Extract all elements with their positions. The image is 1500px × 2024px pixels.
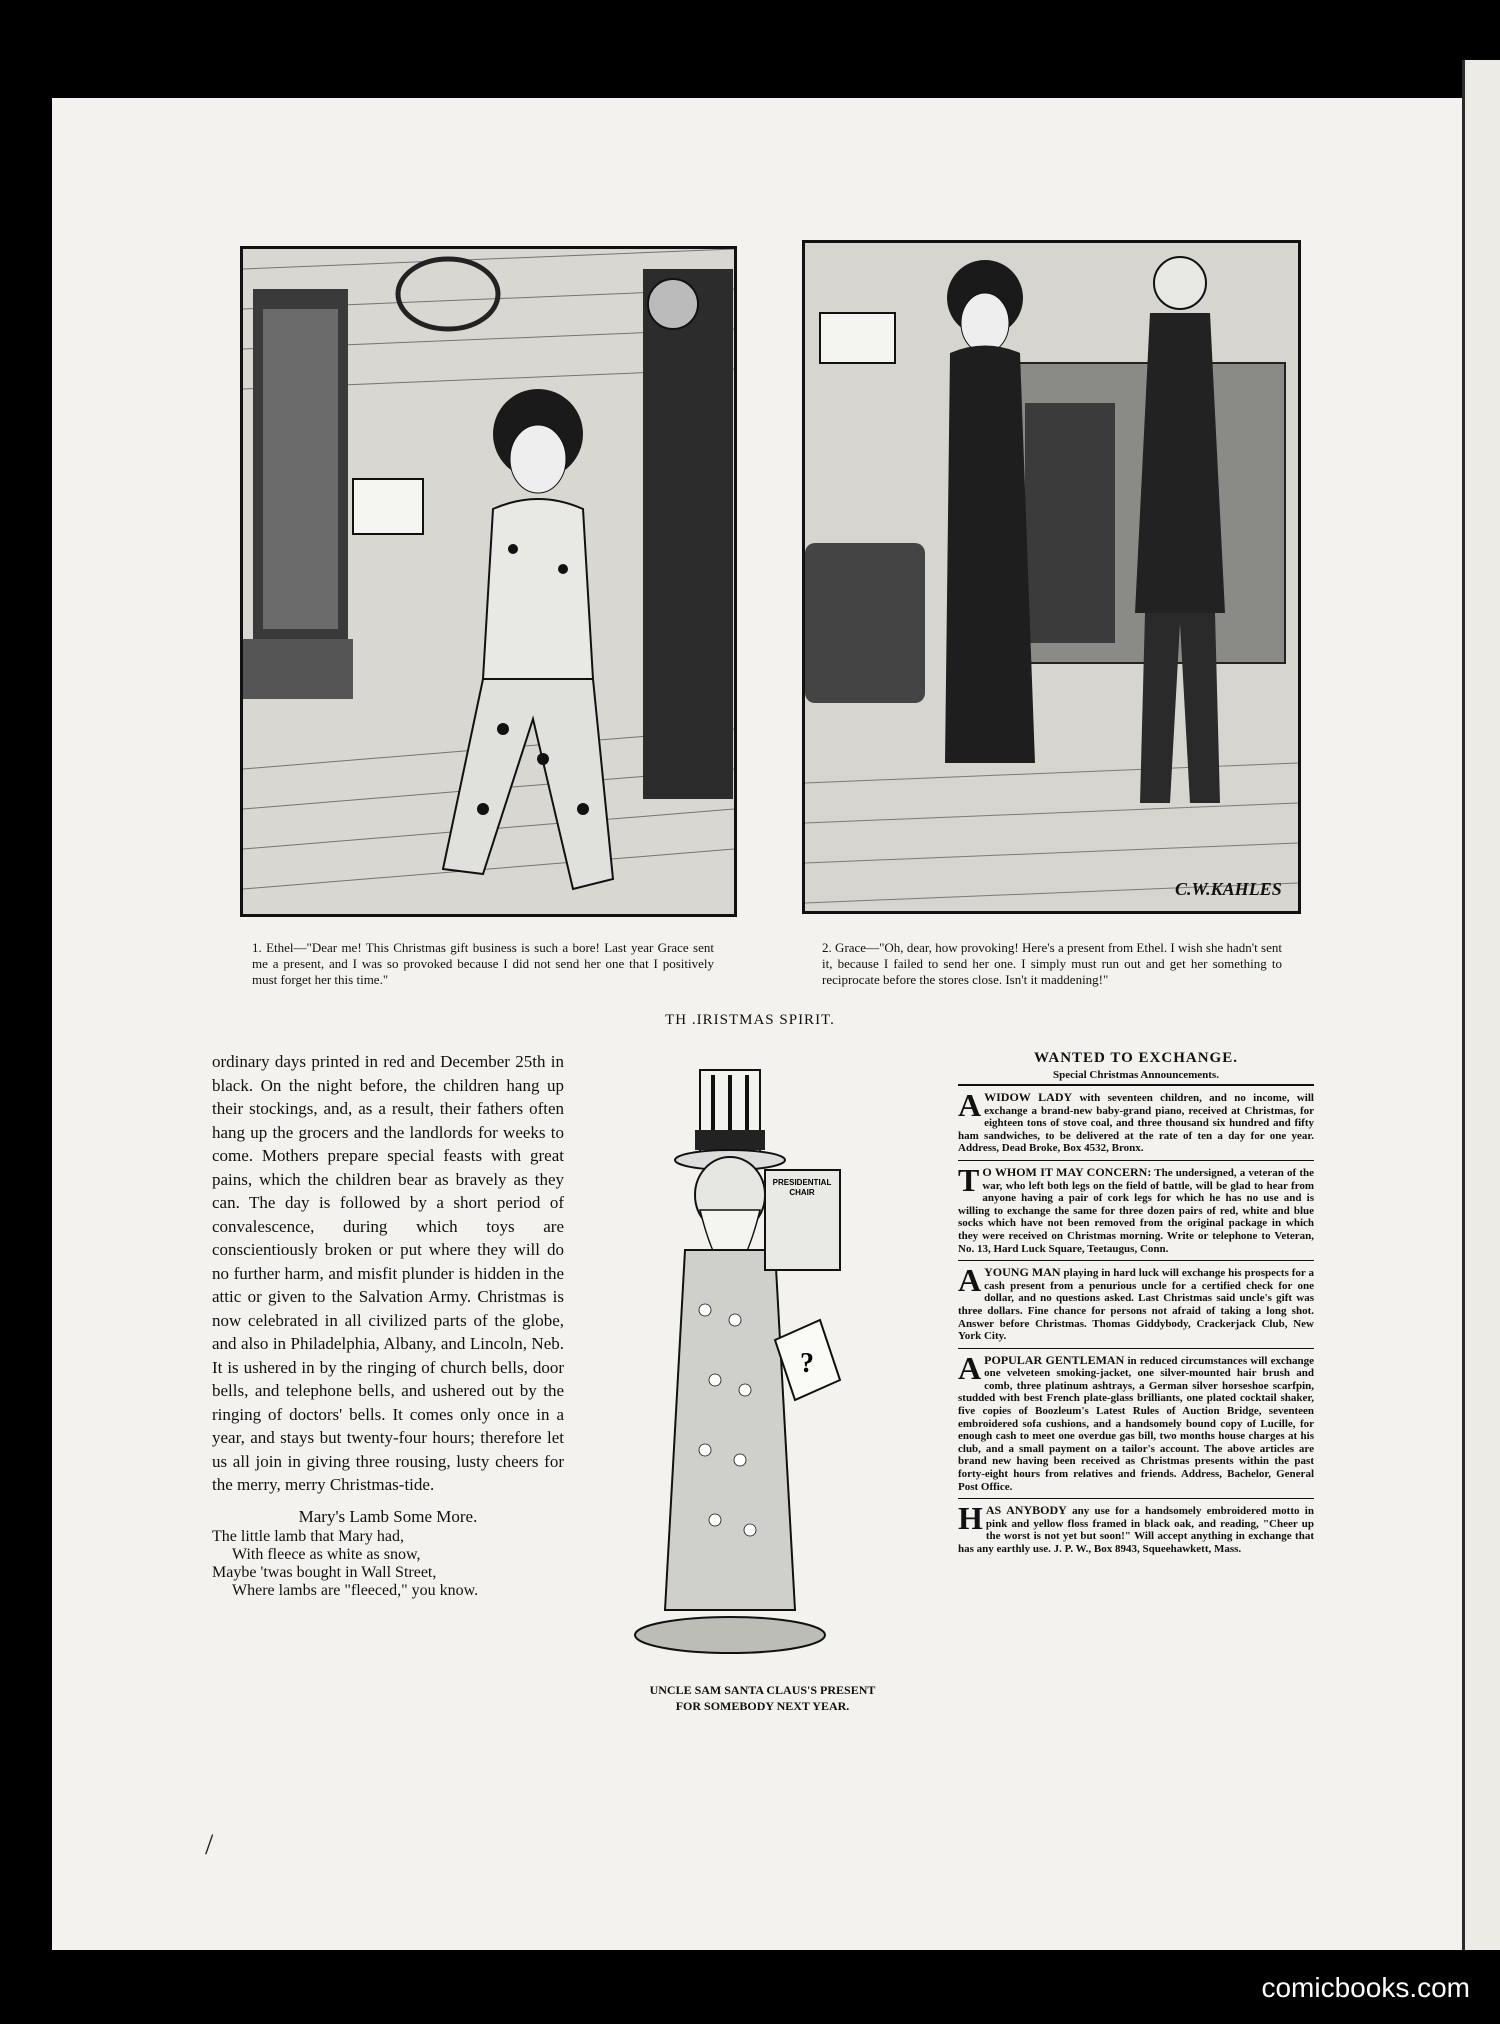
panel-2-illustration [802, 240, 1301, 914]
ad-item [958, 1161, 1314, 1261]
panel-1-caption-text: 1. Ethel—"Dear me! This Christmas gift business is such a bore! Last year Grace sent me a present, and I was so provoked because I did not send her one that I positively must forget her this time." [252, 940, 714, 987]
ad-lead: POPULAR GENTLEMAN [984, 1352, 1125, 1367]
chair-label-line-2: CHAIR [789, 1188, 815, 1197]
ad-dropcap: H [958, 1500, 983, 1537]
uncle-sam-drawing [625, 1050, 895, 1660]
ad-text: in reduced circumstances will exchange one velveteen smoking-jacket, one silver-mounted hair brush and comb, three platinum ashtrays, a German silver horseshoe scarfpin, studded with best French plate-glass brilliants, one plated cocktail shaker, five copies of Boozleum's Latest Rules of Auction Bridge, seventeen embroidered sofa cushions, and a handsomely bound copy of Lucille, for enough cash to meet one overdue gas bill, two months house charges at his club, and a small payment on a tailor's account. The above articles are brand new having been received as Christmas presents within the past forty-eight hours from relatives and friends. Address, Bachelor, General Post Office. [958, 1354, 1314, 1493]
ad-lead: YOUNG MAN [984, 1265, 1061, 1280]
ad-item [958, 1261, 1314, 1349]
poem-title: Mary's Lamb Some More. [298, 1506, 478, 1526]
ad-dropcap: A [958, 1087, 982, 1123]
left-text-column [212, 1050, 564, 1600]
ethel-drawing [243, 249, 734, 914]
uncle-sam-caption [630, 1682, 895, 1714]
chair-label-line-1: PRESIDENTIAL [772, 1178, 832, 1187]
body-paragraph: ordinary days printed in red and December 25th in black. On the night before, the children hang up their stockings, and, as a result, their fathers often hang up the grocers and the landlords for weeks to come. Mothers prepare special feasts with great pains, which the children bear as bravely as they can. The day is followed by a short period of convalescence, during which toys are conscientiously broken or put where they will do no further harm, and misfit plunder is hidden in the attic or given to the Salvation Army. Christmas is now celebrated in all civilized parts of the globe, and also in Philadelphia, Albany, and Lincoln, Neb. It is ushered in by the ringing of church bells, door bells, and telephone bells, and ushered out by the ringing of doctors' bells. It comes only once in a year, and stays but twenty-four hours; therefore let us all join in giving three rousing, lusty cheers for the merry, merry Christmas-tide. [212, 1052, 564, 1494]
ads-title: WANTED TO EXCHANGE. [1034, 1050, 1238, 1066]
ad-lead: O WHOM IT MAY CONCERN: [982, 1164, 1152, 1179]
stray-ink-mark: / [205, 1828, 214, 1861]
site-watermark: comicbooks.com [1261, 1972, 1470, 2003]
ad-text: any use for a handsomely embroidered motto in pink and yellow floss framed in black oak, and reading, "Cheer up the worst is not yet but soon!" Will accept anything in exchange that has any earthly use. J. P. W., Box 8943, Squeehawkett, Mass. [958, 1505, 1314, 1555]
ad-dropcap: A [958, 1262, 982, 1299]
ad-dropcap: A [958, 1349, 982, 1386]
ad-text: with seventeen children, and no income, will exchange a brand-new baby-grand piano, received at Christmas, for eighteen tons of stove coal, and three thousand six hundred and fifty ham sandwiches, to be delivered at the rate of ten a day for one year. Address, Dead Broke, Box 4532, Bronx. [958, 1092, 1314, 1155]
next-page-edge [1462, 60, 1500, 1950]
uncle-sam-caption-line-1: UNCLE SAM SANTA CLAUS'S PRESENT [649, 1683, 876, 1697]
ad-lead: WIDOW LADY [984, 1090, 1073, 1104]
uncle-sam-illustration [625, 1050, 895, 1379]
poem-line-3: Maybe 'twas bought in Wall Street, [212, 1564, 437, 1581]
question-tag: ? [800, 1348, 814, 1379]
poem-line-2: With fleece as white as snow, [232, 1546, 421, 1563]
ad-text: The undersigned, a veteran of the war, who left both legs on the field of battle, will be glad to hear from anyone having a pair of cork legs for which he has no use and is willing to exchange the same for three dozen pairs of red, white and blue socks which have not been removed from the original package in which they were received on Christmas morning. Write or telephone to Veteran, No. 13, Hard Luck Square, Teetaugus, Conn. [958, 1166, 1314, 1255]
poem-line-4: Where lambs are "fleeced," you know. [232, 1582, 479, 1599]
cartoon-title: TH .IRISTMAS SPIRIT. [665, 1012, 835, 1028]
panel-2-caption [822, 940, 1282, 988]
grace-drawing [805, 243, 1298, 911]
panel-1-caption [252, 940, 714, 988]
ad-dropcap: T [958, 1161, 980, 1198]
poem-line-1: The little lamb that Mary had, [212, 1528, 404, 1545]
ad-item [958, 1086, 1314, 1161]
ad-item [958, 1499, 1314, 1560]
ad-item [958, 1349, 1314, 1500]
ad-text: playing in hard luck will exchange his prospects for a cash present from a penurious uncle for a certified check for one dollar, and no questions asked. Last Christmas said uncle's gift was three dollars. Fine chance for persons not afraid of taking a long shot. Answer before Christmas. Thomas Giddybody, Crackerjack Club, New York City. [958, 1267, 1314, 1343]
page-gutter-line [1462, 60, 1465, 1950]
panel-1-illustration [240, 246, 737, 917]
ad-lead: AS ANYBODY [985, 1503, 1067, 1518]
panel-2-caption-text: 2. Grace—"Oh, dear, how provoking! Here's a present from Ethel. I wish she hadn't sent it, because I failed to send her one. I simply must run out and get her something to reciprocate before the stores close. Isn't it maddening!" [822, 940, 1282, 987]
uncle-sam-caption-line-2: FOR SOMEBODY NEXT YEAR. [675, 1699, 850, 1713]
artist-signature: C.W.KAHLES [1175, 879, 1282, 899]
ads-subtitle: Special Christmas Announcements. [958, 1069, 1314, 1086]
classified-ads-column [958, 1050, 1314, 1561]
